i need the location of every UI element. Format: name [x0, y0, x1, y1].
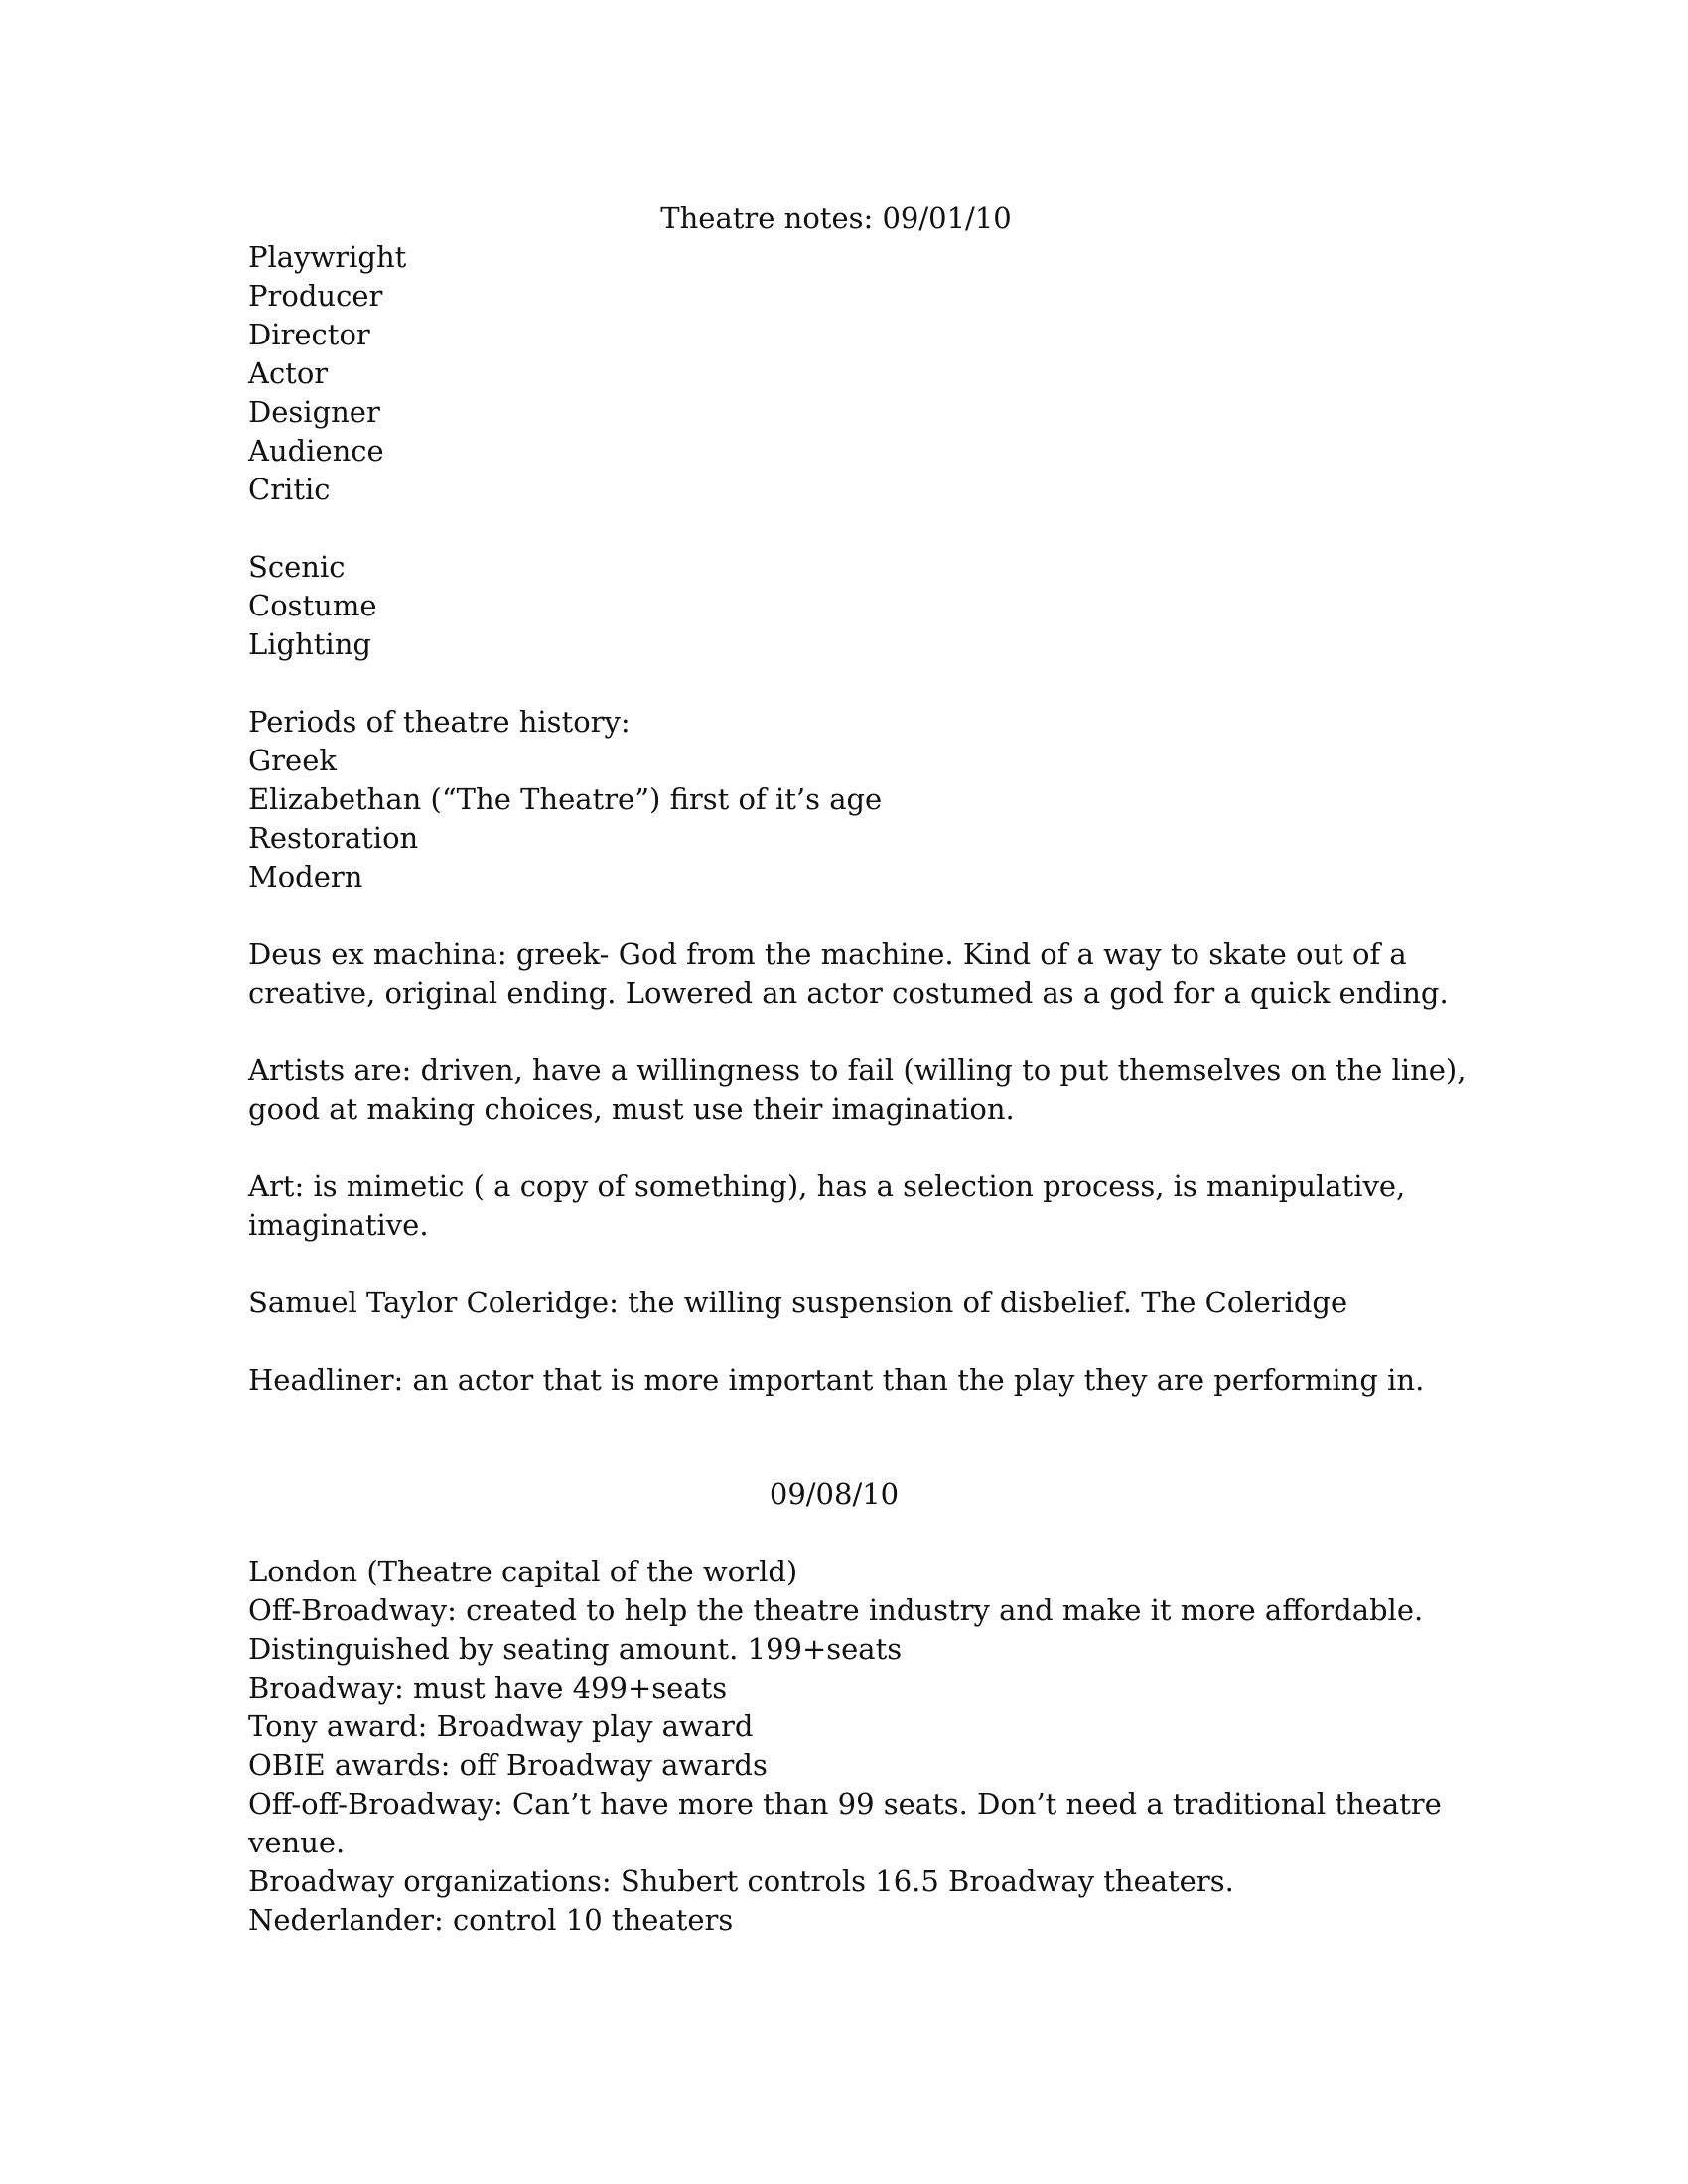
artists-paragraph: [248, 1051, 1467, 1129]
list-item: Actor: [248, 356, 329, 390]
design-list: [248, 548, 1440, 664]
page-title: Theatre notes: 09/01/10: [660, 202, 1012, 235]
document-content: [248, 200, 1467, 1940]
list-item: Lighting: [248, 627, 371, 661]
periods-section: [248, 703, 1440, 896]
paragraph-line: Deus ex machina: greek- God from the machine. Kind of a way to skate out of a: [248, 937, 1407, 971]
art-paragraph: [248, 1167, 1440, 1245]
paragraph-line: Artists are: driven, have a willingness to fail (willing to put themselves on the line),: [248, 1053, 1467, 1087]
paragraph-line: creative, original ending. Lowered an actor costumed as a god for a quick ending.: [248, 976, 1449, 1010]
list-item: Producer: [248, 279, 383, 313]
periods-heading: Periods of theatre history:: [248, 705, 631, 739]
list-item: Elizabethan (“The Theatre”) first of it’s age: [248, 782, 883, 816]
paragraph-line: imaginative.: [248, 1208, 429, 1242]
list-item: Scenic: [248, 550, 346, 584]
note-line: Broadway organizations: Shubert controls 16.5 Broadway theaters.: [248, 1864, 1234, 1898]
second-notes: [248, 1553, 1440, 1940]
note-line: Tony award: Broadway play award: [248, 1709, 754, 1743]
note-line: Distinguished by seating amount. 199+seats: [248, 1632, 903, 1666]
paragraph-line: Art: is mimetic ( a copy of something), has a selection process, is manipulative,: [248, 1169, 1406, 1203]
note-line: OBIE awards: off Broadway awards: [248, 1748, 768, 1782]
list-item: Audience: [248, 434, 384, 468]
note-line: Off-Broadway: created to help the theatre industry and make it more affordable.: [248, 1593, 1424, 1627]
list-item: Director: [248, 318, 370, 351]
paragraph-line: good at making choices, must use their imagination.: [248, 1092, 1015, 1126]
list-item: Critic: [248, 473, 331, 506]
list-item: Greek: [248, 744, 337, 777]
list-item: Modern: [248, 860, 363, 893]
note-line: London (Theatre capital of the world): [248, 1555, 798, 1588]
note-line: venue.: [248, 1826, 346, 1859]
note-line: Nederlander: control 10 theaters: [248, 1903, 734, 1937]
headliner-paragraph: Headliner: an actor that is more important than the play they are performing in.: [248, 1363, 1425, 1397]
list-item: Costume: [248, 589, 377, 622]
list-item: Restoration: [248, 821, 419, 855]
deus-ex-machina-paragraph: [248, 935, 1449, 1013]
note-line: Broadway: must have 499+seats: [248, 1671, 728, 1705]
coleridge-paragraph: Samuel Taylor Coleridge: the willing suspension of disbelief. The Coleridge: [248, 1286, 1348, 1319]
list-item: Designer: [248, 395, 380, 429]
section-date-heading: 09/08/10: [769, 1477, 900, 1511]
note-line: Off-off-Broadway: Can’t have more than 99 seats. Don’t need a traditional theatre: [248, 1787, 1442, 1821]
roles-list: [248, 238, 1440, 509]
list-item: Playwright: [248, 240, 407, 274]
